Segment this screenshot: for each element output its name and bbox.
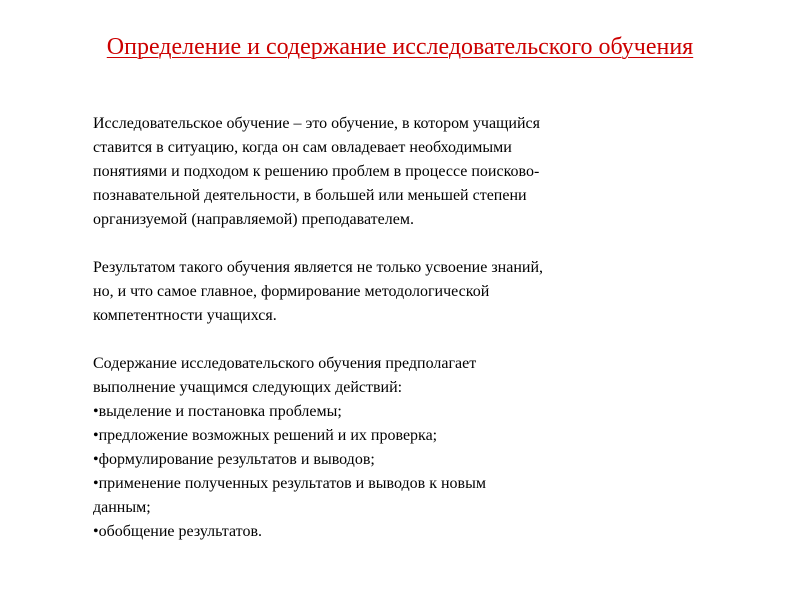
content-paragraph: Содержание исследовательского обучения предполагает выполнение учащимся следующих действий: xyxy=(93,355,477,396)
slide-title: Определение и содержание исследовательского обучения xyxy=(106,34,694,60)
list-item-text: •выделение и постановка проблемы; xyxy=(93,403,342,420)
slide-content xyxy=(93,112,683,544)
list-item xyxy=(93,448,683,472)
actions-list xyxy=(93,400,683,544)
definition-paragraph: Исследовательское обучение – это обучение, в котором учащийся ставится в ситуацию, когда он сам овладевает необходимыми понятиями и подходом к решению проблем в процессе поисково- познавательной деятельности, в большей или меньшей степени организуемой (направляемой) преподавателем. xyxy=(93,115,540,228)
paragraph-spacer xyxy=(93,328,683,352)
list-item xyxy=(93,520,683,544)
list-item xyxy=(93,424,683,448)
list-item xyxy=(93,400,683,424)
paragraph-spacer xyxy=(93,232,683,256)
list-item-text: •формулирование результатов и выводов; xyxy=(93,451,375,468)
list-item-text: •обобщение результатов. xyxy=(93,523,262,540)
list-item xyxy=(93,472,683,520)
list-item-text: •предложение возможных решений и их проверка; xyxy=(93,427,438,444)
result-paragraph: Результатом такого обучения является не только усвоение знаний, но, и что самое главное, формирование методологической компетентности учащихся. xyxy=(93,259,544,324)
list-item-text: •применение полученных результатов и выводов к новым данным; xyxy=(93,475,486,516)
